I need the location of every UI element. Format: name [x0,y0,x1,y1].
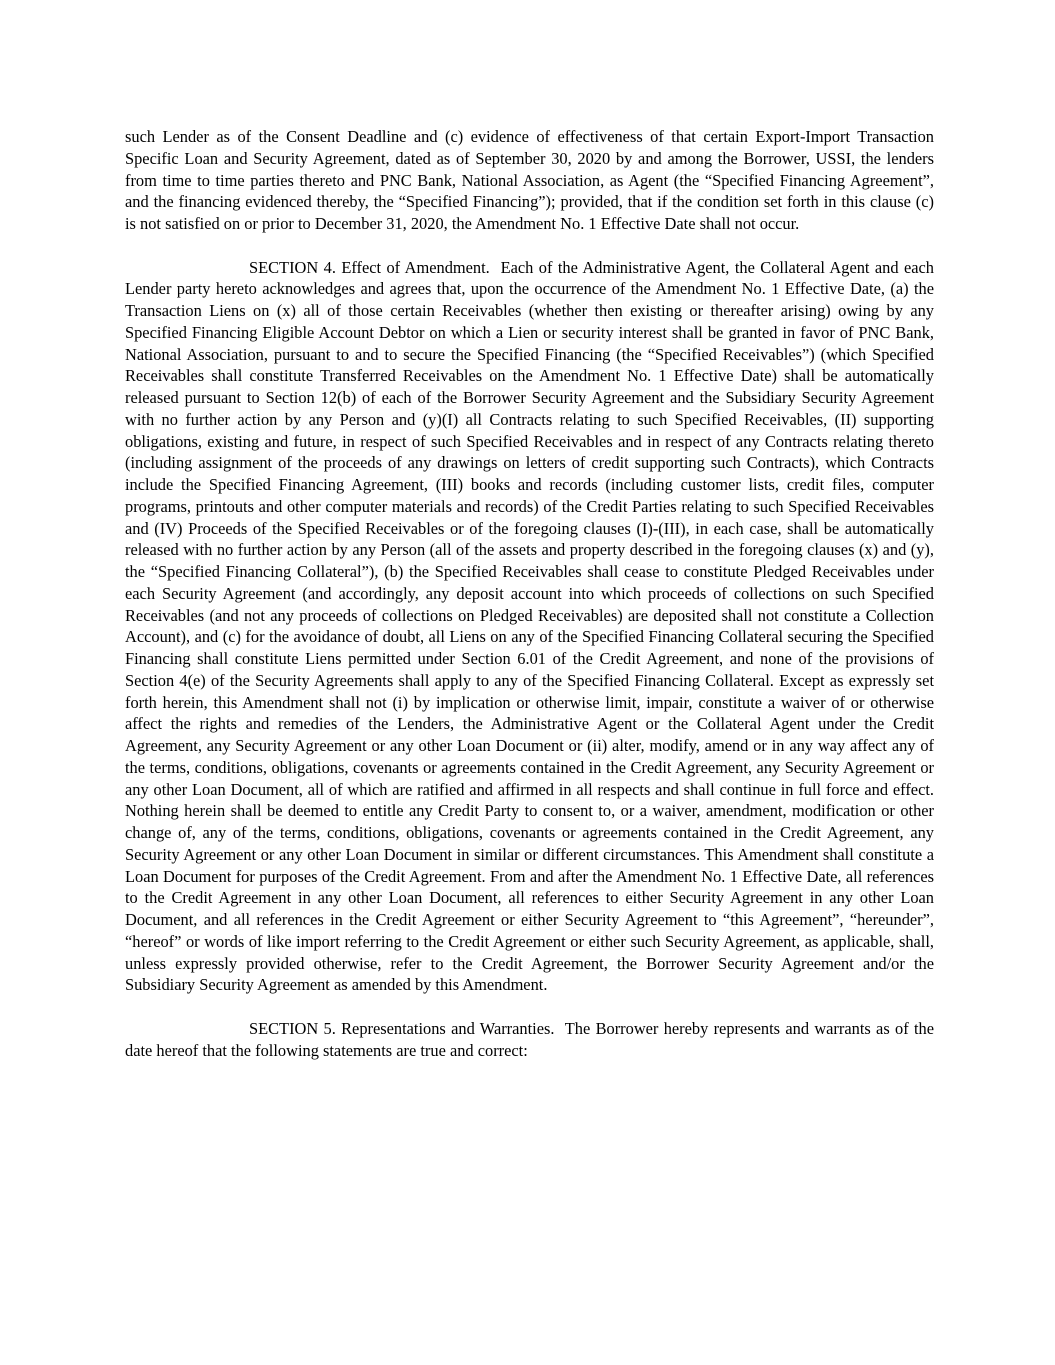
paragraph-continuation: such Lender as of the Consent Deadline and (c) evidence of effectiveness of that certain Export-Import Transaction Specific Loan and Security Agreement, dated as of September 30, 2020 by and among the Borrower, USSI, the lenders from time to time parties thereto and PNC Bank, National Association, as Agent (the “Specified Financing Agreement”, and the financing evidenced thereby, the “Specified Financing”); provided, that if the condition set forth in this clause (c) is not satisfied on or prior to December 31, 2020, the Amendment No. 1 Effective Date shall not occur. [125,127,934,233]
section-4-heading: SECTION 4. Effect of Amendment. [249,257,490,277]
section-4-paragraph [125,257,934,997]
section-5-heading: SECTION 5. Representations and Warranties. [249,1018,555,1038]
document-body [125,126,934,1083]
section-5-paragraph [125,1018,934,1062]
section-5-text: The Borrower hereby represents and warrants as of the date hereof that the following statements are true and correct: [125,1018,935,1060]
section-4-text: Each of the Administrative Agent, the Collateral Agent and each Lender party hereto acknowledges and agrees that, upon the occurrence of the Amendment No. 1 Effective Date, (a) the Transaction Liens on (x) all of those certain Receivables (whether then existing or thereafter arising) owing by any Specified Financing Eligible Account Debtor on which a Lien or security interest shall be granted in favor of PNC Bank, National Association, pursuant to and to secure the Specified Financing (the “Specified Receivables”) (which Specified Receivables shall constitute Transferred Receivables on the Amendment No. 1 Effective Date) shall be automatically released pursuant to Section 12(b) of each of the Borrower Security Agreement and the Subsidiary Security Agreement with no further action by any Person and (y)(I) all Contracts relating to such Specified Receivables, (II) supporting obligations, existing and future, in respect of such Specified Receivables and in respect of any Contracts relating thereto (including assignment of the proceeds of any drawings on letters of credit supporting such Contracts), which Contracts include the Specified Financing Agreement, (III) books and records (including customer lists, credit files, computer programs, printouts and other computer materials and records) of the Credit Parties relating to such Specified Receivables and (IV) Proceeds of the Specified Receivables or of the foregoing clauses (I)-(III), in each case, shall be automatically released with no further action by any Person (all of the assets and property described in the foregoing clauses (x) and (y), the “Specified Financing Collateral”), (b) the Specified Receivables shall cease to constitute Pledged Receivables under each Security Agreement (and accordingly, any deposit account into which proceeds of collections on such Specified Receivables (and not any proceeds of collections on Pledged Receivables) are deposited shall not constitute a Collection Account), and (c) for the avoidance of doubt, all Liens on any of the Specified Financing Collateral securing the Specified Financing shall constitute Liens permitted under Section 6.01 of the Credit Agreement, and none of the provisions of Section 4(e) of the Security Agreements shall apply to any of the Specified Financing Collateral. Except as expressly set forth herein, this Amendment shall not (i) by implication or otherwise limit, impair, constitute a waiver of or otherwise affect the rights and remedies of the Lenders, the Administrative Agent or the Collateral Agent under the Credit Agreement, any Security Agreement or any other Loan Document or (ii) alter, modify, amend or in any way affect any of the terms, conditions, obligations, covenants or agreements contained in the Credit Agreement, any Security Agreement or any other Loan Document, all of which are ratified and affirmed in all respects and shall continue in full force and effect. Nothing herein shall be deemed to entitle any Credit Party to consent to, or a waiver, amendment, modification or other change of, any of the terms, conditions, obligations, covenants or agreements contained in the Credit Agreement, any Security Agreement or any other Loan Document in similar or different circumstances. This Amendment shall constitute a Loan Document for purposes of the Credit Agreement. From and after the Amendment No. 1 Effective Date, all references to the Credit Agreement in any other Loan Document, all references to either Security Agreement in any other Loan Document, and all references in the Credit Agreement or either Security Agreement to “this Agreement”, “hereunder”, “hereof” or words of like import referring to the Credit Agreement or either such Security Agreement, as applicable, shall, unless expressly provided otherwise, refer to the Credit Agreement, the Borrower Security Agreement and/or the Subsidiary Security Agreement as amended by this Amendment. [125,257,934,995]
